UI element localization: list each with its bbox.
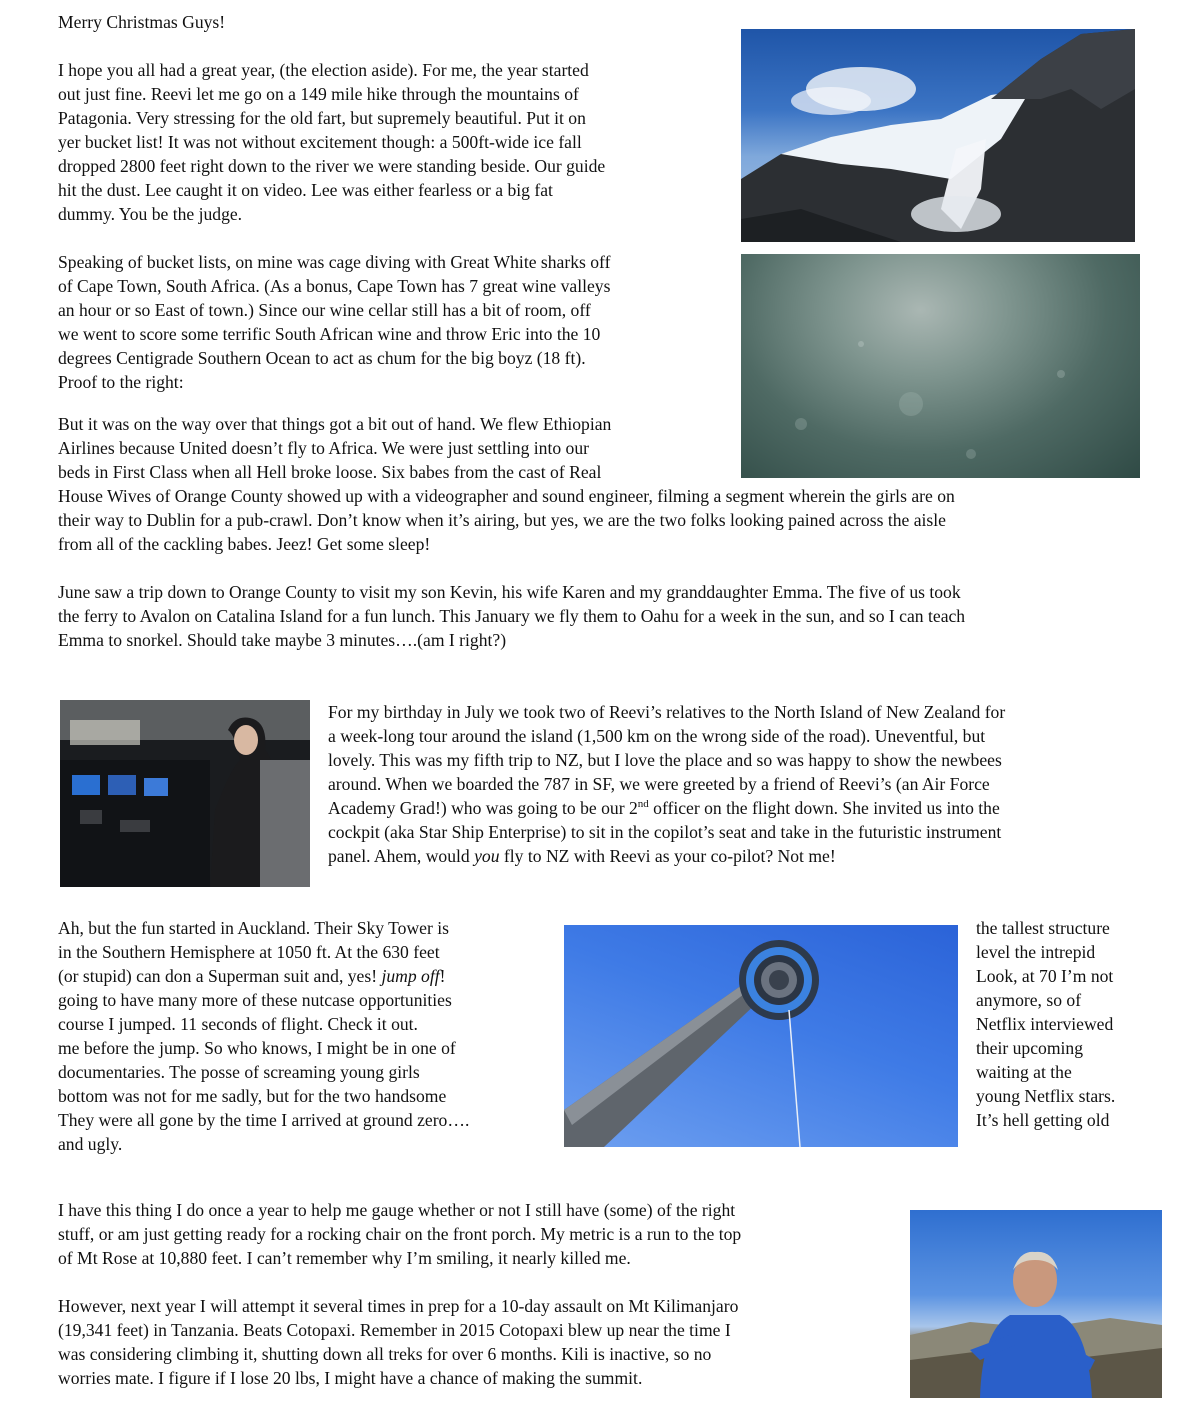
paragraph-mt-rose: I have this thing I do once a year to help me gauge whether or not I still have (some) of the right stuff, or am just getting ready for a rocking chair on the front porch. My metric is a run to the top of Mt Rose at 10,880 feet. I can’t remember why I’m smiling, it nearly killed me. [58,1200,742,1268]
paragraph-cape-town: Speaking of bucket lists, on mine was cage diving with Great White sharks off of Cape Town, South Africa. (As a bonus, Cape Town has 7 great wine valleys an hour or so East of town.) Since our wine cellar still has a bit of room, off we went to score some terrific South African wine and throw Eric into the 10 degrees Centigrade Southern Ocean to act as chum for the big boyz (18 ft). Proof to the right: [58,252,611,392]
paragraph-orange-county: June saw a trip down to Orange County to visit my son Kevin, his wife Karen and my granddaughter Emma. The five of us took the ferry to Avalon on Catalina Island for a fun lunch. This January we fly them to Oahu for a week in the sun, and so I can teach Emma to snorkel. Should take maybe 3 minutes….(am I right?) [58,582,966,650]
paragraph-flight: But it was on the way over that things got a bit out of hand. We flew Ethiopian Airlines because United doesn’t fly to Africa. We were just settling into our beds in First Class when all Hell broke loose. Six babes from the cast of Real House Wives of Orange County showed up with a videographer and sound engineer, filming a segment wherein the girls are on their way to Dublin for a pub-crawl. Don’t know when it’s airing, but yes, we are the two folks looking pained across the aisle from all of the cackling babes. Jeez! Get some sleep! [58,414,955,554]
patagonia-icefall-photo [741,29,1135,242]
paragraph-sky-tower-right: the tallest structure level the intrepid Look, at 70 I’m not anymore, so of Netflix interviewed their upcoming waiting at the young Netflix stars. It’s hell getting old [976,918,1116,1130]
paragraph-kilimanjaro: However, next year I will attempt it several times in prep for a 10-day assault on Mt Kilimanjaro (19,341 feet) in Tanzania. Beats Cotopaxi. Remember in 2015 Cotopaxi blew up near the time I was considering climbing it, shutting down all treks for over 6 months. Kili is inactive, so no worries mate. I figure if I lose 20 lbs, I might have a chance of making the summit. [58,1296,739,1388]
sky-tower-photo [564,925,958,1147]
paragraph-patagonia: I hope you all had a great year, (the election aside). For me, the year started out just fine. Reevi let me go on a 149 mile hike through the mountains of Patagonia. Very stressing for the old fart, but supremely beautiful. Put it on yer bucket list! It was not without excitement though: a 500ft-wide ice fall dropped 2800 feet right down to the river we were standing beside. Our guide hit the dust. Lee caught it on video. Lee was either fearless or a big fat dummy. You be the judge. [58,60,606,224]
paragraph-sky-tower-left: Ah, but the fun started in Auckland. Their Sky Tower is in the Southern Hemisphere at 1050 ft. At the 630 feet (or stupid) can don a Superman suit and, yes! jump off! going to have many more of these nutcase opportunities course I jumped. 11 seconds of flight. Check it out. me before the jump. So who knows, I might be in one of documentaries. The posse of screaming young girls bottom was not for me sadly, but for the two handsome They were all gone by the time I arrived at ground zero…. and ugly. [58,918,470,1154]
cockpit-photo [60,700,310,887]
greeting: Merry Christmas Guys! [58,12,226,32]
mt-rose-summit-photo [910,1210,1162,1398]
paragraph-new-zealand: For my birthday in July we took two of Reevi’s relatives to the North Island of New Zealand for a week-long tour around the island (1,500 km on the wrong side of the road). Uneventful, but lovely. This was my fifth trip to NZ, but I love the place and so was happy to show the newbees around. When we boarded the 787 in SF, we were greeted by a friend of Reevi’s (an Air Force Academy Grad!) who was going to be our 2nd officer on the flight down. She invited us into the cockpit (aka Star Ship Enterprise) to sit in the copilot’s seat and take in the futuristic instrument panel. Ahem, would you fly to NZ with Reevi as your co-pilot? Not me! [328,702,1006,866]
